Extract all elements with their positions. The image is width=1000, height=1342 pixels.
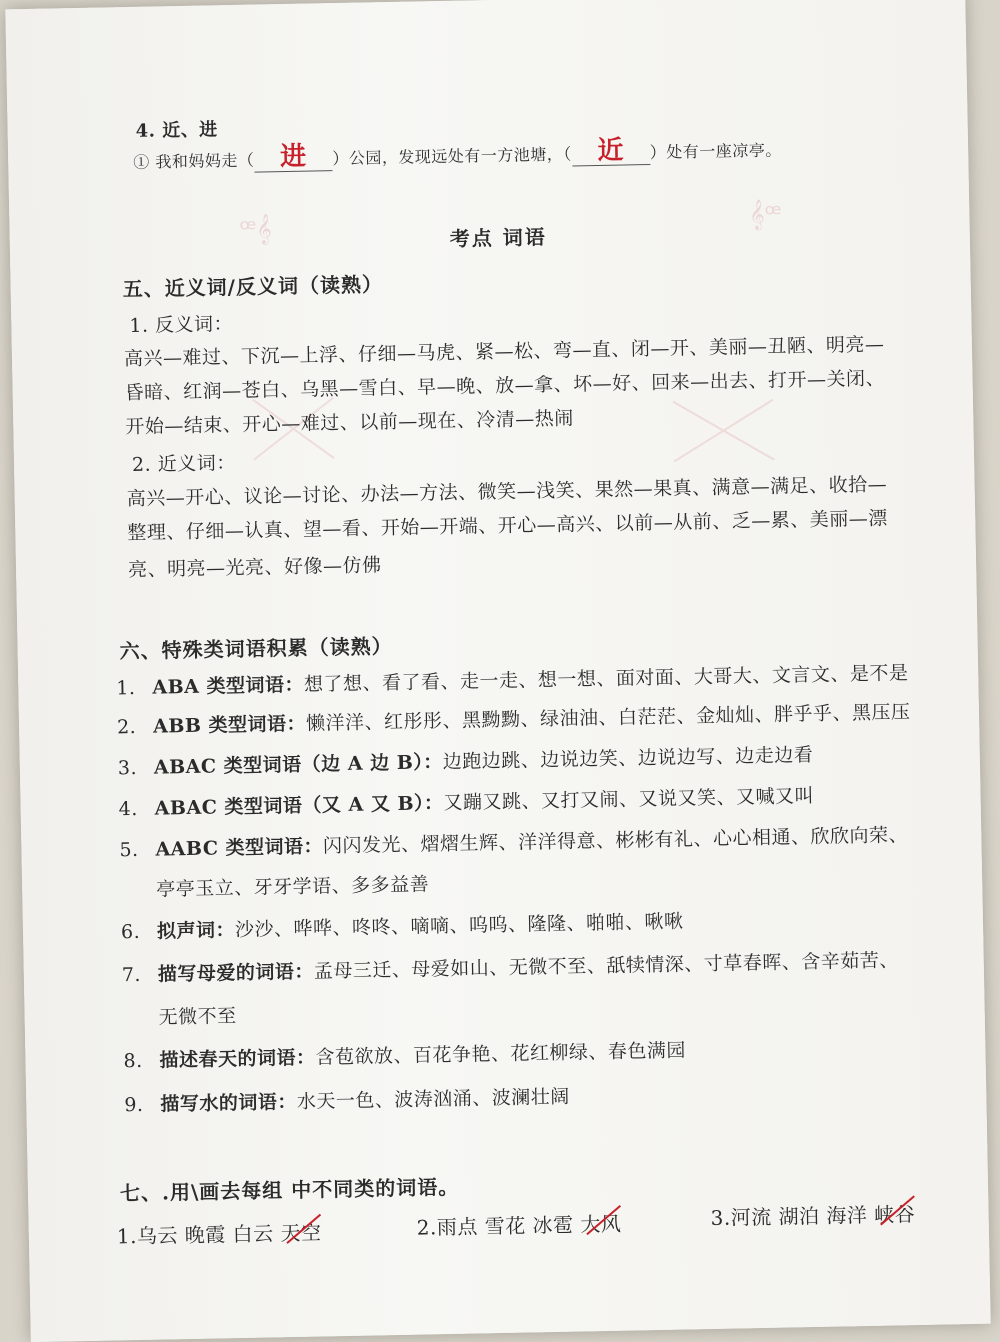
list-item-continuation: 亭亭玉立、牙牙学语、多多益善	[156, 873, 430, 901]
crossed-word-1[interactable]: 天空	[280, 1216, 322, 1246]
crossed-word-2[interactable]: 大风	[580, 1208, 622, 1238]
worksheet-page	[5, 0, 990, 1342]
bleed-through-mark: 𝄞ꟹ	[749, 199, 782, 231]
antonym-line-1: 高兴—难过、下沉—上浮、仔细—马虎、紧—松、弯—直、闭—开、美丽—丑陋、明亮—	[123, 333, 885, 371]
word-group-1: 1.乌云 晚霞 白云 天空	[117, 1216, 322, 1249]
q4-text-1: 我和妈妈走（	[155, 150, 255, 172]
crossed-word-3[interactable]: 峡谷	[874, 1198, 916, 1228]
list-item: 6. 拟声词：沙沙、哗哗、咚咚、嘀嘀、呜呜、隆隆、啪啪、啾啾	[120, 910, 684, 944]
q4-heading: 4. 近、进	[135, 119, 218, 142]
q4-sentence	[133, 136, 782, 174]
synonym-line-2: 整理、仔细—认真、望—看、开始—开端、开心—高兴、以前—从前、乏—累、美丽—漂	[127, 507, 888, 545]
list-item: 5. AABC 类型词语：闪闪发光、熠熠生辉、洋洋得意、彬彬有礼、心心相通、欣欣向荣、	[119, 824, 909, 862]
q4-text-2: ）公园，发现远处有一方池塘，（	[332, 144, 572, 169]
q4-answer-blank-1[interactable]	[254, 141, 332, 173]
red-strike-icon	[870, 1192, 923, 1229]
antonym-subheading: 1. 反义词：	[129, 313, 234, 338]
list-item: 2. ABB 类型词语：懒洋洋、红彤彤、黑黝黝、绿油油、白茫茫、金灿灿、胖乎乎、黑压压	[116, 701, 911, 739]
circle-number: ①	[133, 152, 150, 172]
q4-text-3: ）处有一座凉亭。	[649, 140, 782, 162]
synonym-line-1: 高兴—开心、议论—讨论、办法—方法、微笑—浅笑、果然—果真、满意—满足、收拾—	[126, 473, 888, 511]
kaodian-heading: 考点 词语	[449, 224, 547, 251]
list-item-continuation: 无微不至	[158, 1005, 237, 1029]
section-7-title: 七、.用\画去每组 中不同类的词语。	[119, 1174, 460, 1206]
red-strike-icon	[576, 1202, 629, 1239]
synonym-subheading: 2. 近义词：	[131, 451, 236, 476]
synonym-line-3: 亮、明亮—光亮、好像—仿佛	[127, 554, 382, 582]
list-item: 7. 描写母爱的词语：孟母三迁、母爱如山、无微不至、舐犊情深、寸草春晖、含辛茹苦、	[121, 949, 899, 987]
word-group-2: 2.雨点 雪花 冰雹 大风	[416, 1208, 621, 1241]
list-item: 4. ABAC 类型词语（又 A 又 B）：又蹦又跳、又打又闹、又说又笑、又喊又叫	[118, 784, 815, 821]
list-item: 9. 描写水的词语：水天一色、波涛汹涌、波澜壮阔	[124, 1085, 571, 1117]
section-5-title: 五、近义词/反义词（读熟）	[122, 272, 384, 302]
handwritten-answer-2: 近	[597, 135, 625, 166]
antonym-line-3: 开始—结束、开心—难过、以前—现在、冷清—热闹	[125, 407, 574, 439]
section-6-title: 六、特殊类词语积累（读熟）	[119, 634, 393, 664]
red-strike-icon	[276, 1210, 329, 1247]
antonym-line-2: 昏暗、红润—苍白、乌黑—雪白、早—晚、放—拿、坏—好、回来—出去、打开—关闭、	[124, 367, 886, 405]
list-item: 3. ABAC 类型词语（边 A 边 B）：边跑边跳、边说边笑、边说边写、边走边看	[117, 743, 814, 780]
handwritten-answer-1: 进	[279, 141, 307, 173]
list-item: 8. 描述春天的词语：含苞欲放、百花争艳、花红柳绿、春色满园	[123, 1039, 687, 1073]
list-item: 1. ABA 类型词语：想了想、看了看、走一走、想一想、面对面、大哥大、文言文、是不是	[116, 662, 909, 700]
word-group-3: 3.河流 湖泊 海洋 峡谷	[710, 1198, 915, 1231]
bleed-through-mark: ꟹ𝄞	[239, 214, 272, 245]
q4-answer-blank-2[interactable]	[572, 135, 650, 166]
